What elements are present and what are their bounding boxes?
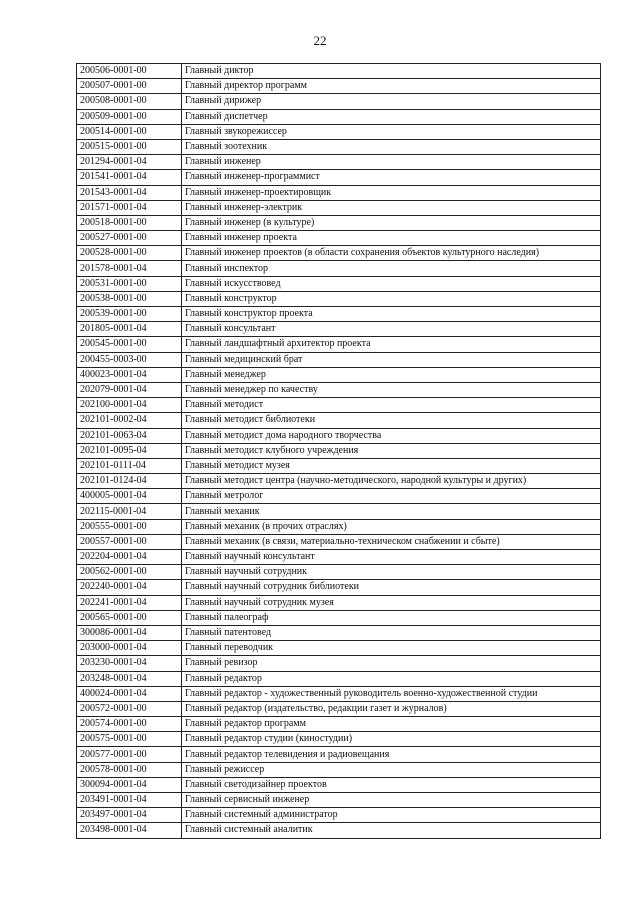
- title-cell: Главный системный аналитик: [182, 823, 601, 838]
- table-row: [77, 610, 601, 625]
- code-cell: 200509-0001-00: [77, 109, 182, 124]
- table-row: [77, 337, 601, 352]
- table-row: [77, 352, 601, 367]
- code-cell: 203491-0001-04: [77, 793, 182, 808]
- title-cell: Главный методист музея: [182, 458, 601, 473]
- title-cell: Главный патентовед: [182, 625, 601, 640]
- code-cell: 200508-0001-00: [77, 94, 182, 109]
- table-row: [77, 747, 601, 762]
- code-cell: 201541-0001-04: [77, 170, 182, 185]
- table-row: [77, 717, 601, 732]
- title-cell: Главный инженер-программист: [182, 170, 601, 185]
- title-cell: Главный механик (в связи, материально-техническом снабжении и сбыте): [182, 534, 601, 549]
- code-cell: 202101-0063-04: [77, 428, 182, 443]
- code-cell: 400005-0001-04: [77, 489, 182, 504]
- occupation-codes-table: [76, 63, 601, 839]
- code-cell: 203498-0001-04: [77, 823, 182, 838]
- table-row: [77, 215, 601, 230]
- code-cell: 203000-0001-04: [77, 641, 182, 656]
- title-cell: Главный научный сотрудник музея: [182, 595, 601, 610]
- title-cell: Главный инженер (в культуре): [182, 215, 601, 230]
- title-cell: Главный дирижер: [182, 94, 601, 109]
- title-cell: Главный палеограф: [182, 610, 601, 625]
- table-row: [77, 155, 601, 170]
- table-row: [77, 246, 601, 261]
- table-row: [77, 398, 601, 413]
- table-row: [77, 413, 601, 428]
- code-cell: 200528-0001-00: [77, 246, 182, 261]
- code-cell: 200539-0001-00: [77, 307, 182, 322]
- code-cell: 300086-0001-04: [77, 625, 182, 640]
- title-cell: Главный механик: [182, 504, 601, 519]
- table-row: [77, 474, 601, 489]
- code-cell: 200538-0001-00: [77, 291, 182, 306]
- title-cell: Главный научный сотрудник: [182, 565, 601, 580]
- code-cell: 202100-0001-04: [77, 398, 182, 413]
- table-row: [77, 428, 601, 443]
- table-row: [77, 322, 601, 337]
- code-cell: 202240-0001-04: [77, 580, 182, 595]
- table-row: [77, 170, 601, 185]
- table-row: [77, 443, 601, 458]
- title-cell: Главный звукорежиссер: [182, 124, 601, 139]
- title-cell: Главный диспетчер: [182, 109, 601, 124]
- title-cell: Главный инженер-электрик: [182, 200, 601, 215]
- title-cell: Главный редактор - художественный руководитель военно-художественной студии: [182, 686, 601, 701]
- title-cell: Главный директор программ: [182, 79, 601, 94]
- code-cell: 200515-0001-00: [77, 139, 182, 154]
- title-cell: Главный механик (в прочих отраслях): [182, 519, 601, 534]
- table-row: [77, 79, 601, 94]
- title-cell: Главный системный администратор: [182, 808, 601, 823]
- code-cell: 200527-0001-00: [77, 231, 182, 246]
- code-cell: 200507-0001-00: [77, 79, 182, 94]
- table-row: [77, 231, 601, 246]
- table-row: [77, 185, 601, 200]
- table-row: [77, 519, 601, 534]
- title-cell: Главный диктор: [182, 64, 601, 79]
- table-row: [77, 580, 601, 595]
- title-cell: Главный редактор (издательство, редакции газет и журналов): [182, 701, 601, 716]
- title-cell: Главный конструктор: [182, 291, 601, 306]
- table-row: [77, 382, 601, 397]
- code-cell: 203497-0001-04: [77, 808, 182, 823]
- code-cell: 200531-0001-00: [77, 276, 182, 291]
- table-row: [77, 276, 601, 291]
- title-cell: Главный методист клубного учреждения: [182, 443, 601, 458]
- code-cell: 203248-0001-04: [77, 671, 182, 686]
- title-cell: Главный менеджер по качеству: [182, 382, 601, 397]
- table-row: [77, 64, 601, 79]
- code-cell: 202101-0111-04: [77, 458, 182, 473]
- code-cell: 202101-0002-04: [77, 413, 182, 428]
- title-cell: Главный ландшафтный архитектор проекта: [182, 337, 601, 352]
- code-cell: 400023-0001-04: [77, 367, 182, 382]
- title-cell: Главный методист центра (научно-методического, народной культуры и других): [182, 474, 601, 489]
- table-row: [77, 565, 601, 580]
- page-number: 22: [313, 33, 327, 48]
- title-cell: Главный менеджер: [182, 367, 601, 382]
- table-row: [77, 641, 601, 656]
- table-row: [77, 808, 601, 823]
- table-row: [77, 367, 601, 382]
- code-cell: 200514-0001-00: [77, 124, 182, 139]
- code-cell: 300094-0001-04: [77, 777, 182, 792]
- code-cell: 200578-0001-00: [77, 762, 182, 777]
- code-cell: 202101-0124-04: [77, 474, 182, 489]
- table-row: [77, 656, 601, 671]
- title-cell: Главный научный консультант: [182, 550, 601, 565]
- title-cell: Главный режиссер: [182, 762, 601, 777]
- table-body: [77, 64, 601, 839]
- code-cell: 202204-0001-04: [77, 550, 182, 565]
- code-cell: 400024-0001-04: [77, 686, 182, 701]
- title-cell: Главный редактор студии (киностудии): [182, 732, 601, 747]
- code-cell: 200506-0001-00: [77, 64, 182, 79]
- table-row: [77, 139, 601, 154]
- table-row: [77, 109, 601, 124]
- table-row: [77, 793, 601, 808]
- code-cell: 200518-0001-00: [77, 215, 182, 230]
- table-row: [77, 489, 601, 504]
- title-cell: Главный инженер проекта: [182, 231, 601, 246]
- table-row: [77, 504, 601, 519]
- title-cell: Главный инженер: [182, 155, 601, 170]
- code-cell: 202241-0001-04: [77, 595, 182, 610]
- title-cell: Главный конструктор проекта: [182, 307, 601, 322]
- code-cell: 201578-0001-04: [77, 261, 182, 276]
- title-cell: Главный инженер-проектировщик: [182, 185, 601, 200]
- title-cell: Главный медицинский брат: [182, 352, 601, 367]
- code-cell: 200575-0001-00: [77, 732, 182, 747]
- title-cell: Главный искусствовед: [182, 276, 601, 291]
- table-row: [77, 458, 601, 473]
- code-cell: 200574-0001-00: [77, 717, 182, 732]
- code-cell: 201543-0001-04: [77, 185, 182, 200]
- code-cell: 200562-0001-00: [77, 565, 182, 580]
- title-cell: Главный редактор программ: [182, 717, 601, 732]
- title-cell: Главный метролог: [182, 489, 601, 504]
- title-cell: Главный светодизайнер проектов: [182, 777, 601, 792]
- table-row: [77, 534, 601, 549]
- title-cell: Главный редактор: [182, 671, 601, 686]
- table-row: [77, 94, 601, 109]
- title-cell: Главный ревизор: [182, 656, 601, 671]
- title-cell: Главный методист библиотеки: [182, 413, 601, 428]
- title-cell: Главный научный сотрудник библиотеки: [182, 580, 601, 595]
- table-row: [77, 595, 601, 610]
- code-cell: 200555-0001-00: [77, 519, 182, 534]
- table-row: [77, 732, 601, 747]
- title-cell: Главный консультант: [182, 322, 601, 337]
- title-cell: Главный методист: [182, 398, 601, 413]
- code-cell: 201571-0001-04: [77, 200, 182, 215]
- table-row: [77, 762, 601, 777]
- title-cell: Главный инспектор: [182, 261, 601, 276]
- code-cell: 203230-0001-04: [77, 656, 182, 671]
- code-cell: 200577-0001-00: [77, 747, 182, 762]
- code-cell: 202101-0095-04: [77, 443, 182, 458]
- table-row: [77, 550, 601, 565]
- table-row: [77, 625, 601, 640]
- table-row: [77, 200, 601, 215]
- code-cell: 201805-0001-04: [77, 322, 182, 337]
- title-cell: Главный зоотехник: [182, 139, 601, 154]
- title-cell: Главный переводчик: [182, 641, 601, 656]
- code-cell: 200545-0001-00: [77, 337, 182, 352]
- title-cell: Главный редактор телевидения и радиовещания: [182, 747, 601, 762]
- title-cell: Главный методист дома народного творчества: [182, 428, 601, 443]
- table-row: [77, 261, 601, 276]
- table-row: [77, 124, 601, 139]
- code-cell: 200455-0003-00: [77, 352, 182, 367]
- code-cell: 200557-0001-00: [77, 534, 182, 549]
- table-row: [77, 291, 601, 306]
- table-row: [77, 686, 601, 701]
- table-row: [77, 823, 601, 838]
- code-cell: 201294-0001-04: [77, 155, 182, 170]
- table-row: [77, 671, 601, 686]
- code-cell: 202115-0001-04: [77, 504, 182, 519]
- table-row: [77, 777, 601, 792]
- table-row: [77, 701, 601, 716]
- code-cell: 200572-0001-00: [77, 701, 182, 716]
- code-cell: 202079-0001-04: [77, 382, 182, 397]
- table-row: [77, 307, 601, 322]
- title-cell: Главный сервисный инженер: [182, 793, 601, 808]
- title-cell: Главный инженер проектов (в области сохранения объектов культурного наследия): [182, 246, 601, 261]
- code-cell: 200565-0001-00: [77, 610, 182, 625]
